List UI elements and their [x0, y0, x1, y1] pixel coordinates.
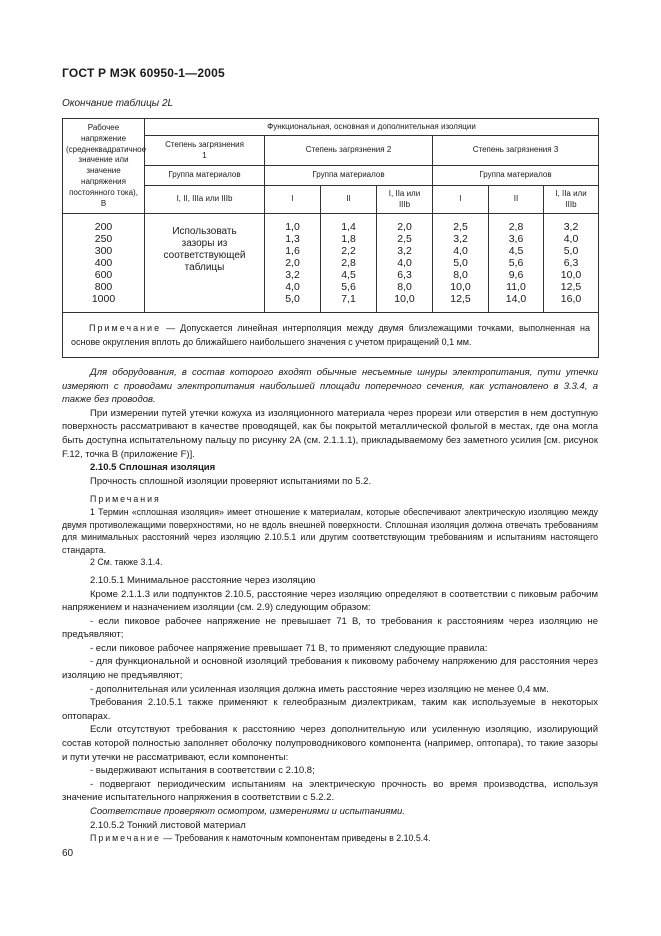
bullet-not-exceed-71v: - если пиковое рабочее напряжение не превышает 71 В, то требования к расстояниям через изоляцию не предъявляют; — [62, 615, 598, 641]
paragraph-optocouplers: Если отсутствуют требования к расстоянию через дополнительную или усиленную изоляцию, изолирующий состав которой полностью заполняет оболочку полупроводникового компонента (например, оптопара), то такие зазоры и пути утечки не рассматривают, если компоненты: — [62, 724, 598, 763]
table-note — [63, 313, 599, 358]
header-pd2-group-ii: II — [321, 186, 377, 214]
header-pd2-group-i: I — [265, 186, 321, 214]
paragraph-power-cords: Для оборудования, в состав которого входят обычные несъемные шнуры электропитания, пути утечки измеряют с проводами электропитания наибольшей площади поперечного сечения, как установлено в 3.3.4, а также без проводов. — [62, 367, 598, 406]
heading-2-10-5-2: 2.10.5.2 Тонкий листовой материал — [90, 819, 246, 831]
header-insulation-type: Функциональная, основная и дополнительная изоляции — [145, 119, 599, 136]
pd2-group-i-values: 1,0 1,3 1,6 2,0 3,2 4,0 5,0 — [265, 214, 321, 313]
table-note-text: — Допускается линейная интерполяция между двумя близлежащими точками, выполненная на основе округления вплоть до ближайшего наибольшего значения с учетом приращений 0,1 мм. — [71, 323, 590, 348]
page-number: 60 — [62, 848, 74, 859]
header-pollution-degree-2: Степень загрязнения 2 — [265, 136, 433, 166]
pd1-description: Использовать зазоры из соответствующей таблицы — [145, 214, 265, 313]
note-winding-components — [62, 832, 598, 845]
table-2l — [62, 118, 599, 358]
header-pollution-degree-1: Степень загрязнения 1 — [145, 136, 265, 166]
header-material-group-1: Группа материалов — [145, 166, 265, 186]
paragraph-compliance: Соответствие проверяют осмотром, измерениями и испытаниями. — [90, 806, 405, 817]
pd2-group-iii-values: 2,0 2,5 3,2 4,0 6,3 8,0 10,0 — [377, 214, 433, 313]
note-2: 2 См. также 3.1.4. — [90, 557, 163, 568]
paragraph-distance-through-insulation: Кроме 2.1.1.3 или подпунктов 2.10.5, расстояние через изоляцию определяют в соответствии с пиковым рабочим напряжением и назначением изоляции (см. 2.9) следующим образом: — [62, 588, 598, 614]
header-working-voltage: Рабочее напряжение (среднеквадратичное значение или значение напряжения постоянного тока), В — [63, 119, 145, 214]
bullet-periodic-tests: - подвергают периодическим испытаниям на электрическую прочность во время производства, используя значение испытательного напряжения в соответствии с 5.2.2. — [62, 778, 598, 804]
bullet-exceed-71v: - если пиковое рабочее напряжение превышает 71 В, то применяют следующие правила: — [90, 642, 488, 654]
notes-label: Примечания — [90, 494, 161, 505]
pd3-group-iii-values: 3,2 4,0 5,0 6,3 10,0 12,5 16,0 — [544, 214, 599, 313]
header-pollution-degree-3: Степень загрязнения 3 — [433, 136, 599, 166]
page-header: ГОСТ Р МЭК 60950-1—2005 — [62, 66, 225, 80]
heading-2-10-5-1: 2.10.5.1 Минимальное расстояние через изоляцию — [90, 574, 316, 586]
table-caption: Окончание таблицы 2L — [62, 98, 174, 109]
body-text — [62, 366, 598, 845]
header-pd2-group-iii: I, IIa или IIIb — [377, 186, 433, 214]
header-pd3-group-i: I — [433, 186, 489, 214]
paragraph-enclosure-creepage: При измерении путей утечки кожуха из изоляционного материала через прорези или отверстия в нем доступную поверхность рассматривают в качестве проводящей, как бы покрытой металлической фольгой в местах, где она могла быть доступна испытательному пальцу по рисунку 2А (см. 2.1.1.1), прикладываемому без заметного усилия [см. рисунок F.12, точка В (приложение F)]. — [62, 407, 598, 460]
note-3-label: Примечание — [90, 833, 161, 844]
header-pd3-group-iii: I, IIa или IIIb — [544, 186, 599, 214]
pd3-group-ii-values: 2,8 3,6 4,5 5,6 9,6 11,0 14,0 — [489, 214, 544, 313]
pd3-group-i-values: 2,5 3,2 4,0 5,0 8,0 10,0 12,5 — [433, 214, 489, 313]
paragraph-solid-insulation-test: Прочность сплошной изоляции проверяют испытаниями по 5.2. — [90, 475, 372, 487]
note-3-text: — Требования к намоточным компонентам приведены в 2.10.5.4. — [160, 833, 431, 844]
pd2-group-ii-values: 1,4 1,8 2,2 2,8 4,5 5,6 7,1 — [321, 214, 377, 313]
bullet-functional-basic: - для функциональной и основной изоляций требования к пиковому рабочему напряжению для расстояния через изоляцию не предъявляют; — [62, 656, 598, 682]
paragraph-gel-dielectrics: Требования 2.10.5.1 также применяют к гелеобразным диэлектрикам, таким как используемые в некоторых оптопарах. — [62, 697, 598, 722]
header-material-group-1-value: I, II, IIIa или IIIb — [145, 186, 265, 214]
header-material-group-2: Группа материалов — [265, 166, 433, 186]
heading-2-10-5: 2.10.5 Сплошная изоляция — [90, 462, 216, 474]
note-1: 1 Термин «сплошная изоляция» имеет отношение к материалам, которые обеспечивают электрическую изоляцию между двумя противолежащими поверхностями, но не вдоль внешней поверхности. Сплошная изоляция должна отвечать требованиям для минимальных расстояний через изоляцию 2.10.5.1 или другим соответствующим требованиям и испытаниям настоящего стандарта. — [62, 506, 598, 555]
header-material-group-3: Группа материалов — [433, 166, 599, 186]
table-note-label: Примечание — [89, 323, 162, 334]
bullet-tests-2-10-8: - выдерживают испытания в соответствии с 2.10.8; — [90, 765, 315, 777]
header-pd3-group-ii: II — [489, 186, 544, 214]
voltage-values: 200 250 300 400 600 800 1000 — [63, 214, 145, 313]
bullet-supplementary-reinforced: - дополнительная или усиленная изоляция должна иметь расстояние через изоляцию не менее 0,4 мм. — [90, 683, 549, 695]
